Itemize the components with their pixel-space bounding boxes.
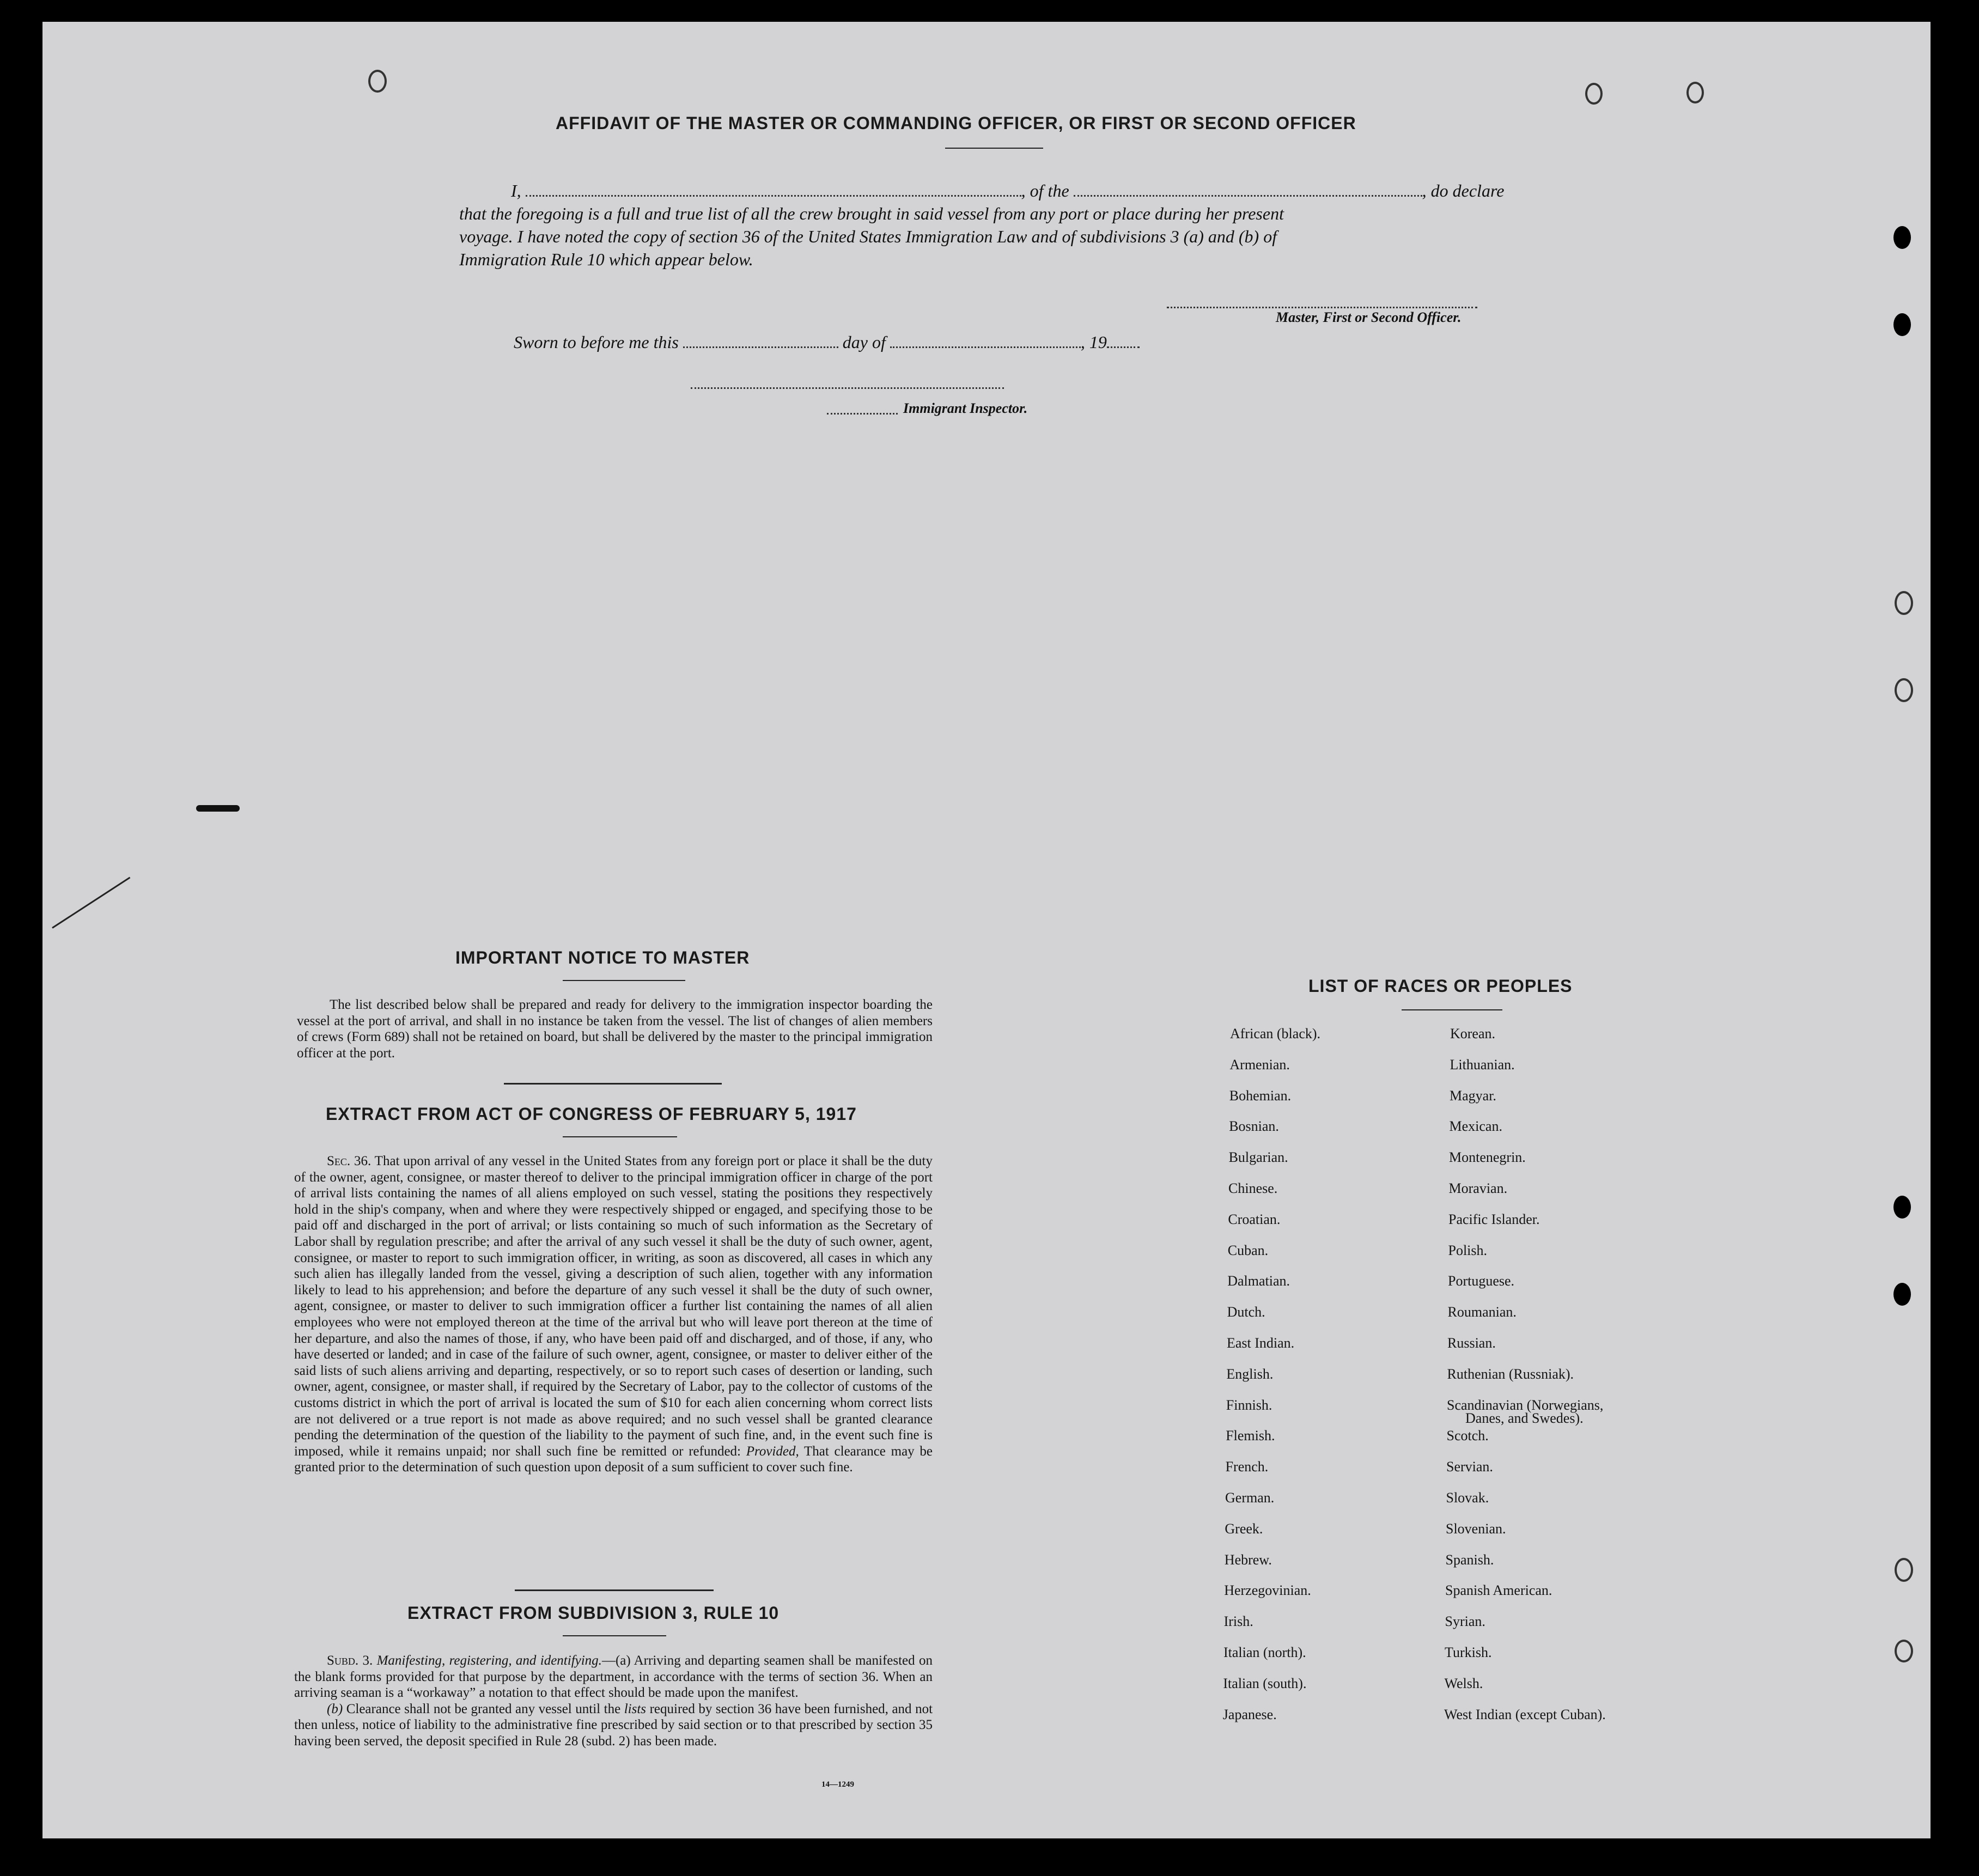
section-divider (515, 1589, 714, 1591)
race-entry: Spanish. (1445, 1551, 1494, 1568)
race-entry: Herzegovinian. (1224, 1582, 1311, 1599)
race-entry: Chinese. (1228, 1180, 1278, 1196)
para-b-lists: lists (624, 1701, 647, 1716)
affidavit-line-2: that the foregoing is a full and true list of all the crew brought in said vessel from any port or place during her present (459, 204, 1284, 223)
affidavit-line-1 (511, 181, 1504, 201)
notice-paragraph: The list described below shall be prepared and ready for delivery to the immigration inspector boarding the vessel at the port of arrival, and shall in no instance be taken from the vessel. The list of changes of alien members of crews (Form 689) shall not be retained on board, but shall be delivered by the master to the principal immigration officer at the port. (297, 997, 933, 1061)
vessel-name-field[interactable] (1074, 194, 1422, 197)
rule-extract-title: EXTRACT FROM SUBDIVISION 3, RULE 10 (407, 1603, 780, 1623)
race-entry: Pacific Islander. (1448, 1211, 1540, 1227)
inspector-label: Immigrant Inspector. (903, 400, 1028, 416)
rule-title-underline (563, 1635, 666, 1636)
affidavit-line-3: voyage. I have noted the copy of section 36 of the United States Immigration Law and of subdivisions 3 (a) and (b) of (459, 227, 1277, 246)
punch-hole (1686, 82, 1704, 103)
race-entry: Italian (north). (1223, 1644, 1306, 1660)
punch-hole (1895, 678, 1913, 702)
sworn-year-field[interactable] (1107, 346, 1140, 348)
rule-para-b (294, 1701, 933, 1750)
race-entry: Italian (south). (1223, 1675, 1307, 1691)
subd-label: Subd. 3. (327, 1653, 373, 1668)
provided-label: Provided, (746, 1443, 799, 1459)
act-title-underline (563, 1136, 677, 1137)
affidavit-title: AFFIDAVIT OF THE MASTER OR COMMANDING OFFICER, OR FIRST OR SECOND OFFICER (556, 113, 1356, 133)
race-entry: English. (1226, 1366, 1274, 1382)
race-entry: Spanish American. (1445, 1582, 1552, 1599)
race-entry: Montenegrin. (1449, 1149, 1526, 1166)
punch-hole (1895, 1640, 1913, 1662)
sworn-line (514, 332, 1140, 352)
race-entry: Croatian. (1228, 1211, 1281, 1227)
subd-para-a-text: —(a) Arriving and departing seamen shall be manifested on the blank forms provided for that purpose by the department, in accordance with the terms of section 36. When an arriving seaman is a “workaway” a notation to that effect should be made upon the manifest. (294, 1653, 933, 1701)
year-label: , 19 (1080, 332, 1107, 352)
race-entry: Lithuanian. (1450, 1056, 1515, 1073)
race-entry: Irish. (1223, 1613, 1253, 1630)
do-declare-label: , do declare (1422, 181, 1505, 200)
race-entry: Moravian. (1448, 1180, 1508, 1196)
race-entry: African (black). (1230, 1026, 1321, 1041)
notice-text (297, 997, 933, 1061)
subd-heading: Manifesting, registering, and identifying. (376, 1653, 602, 1668)
race-entry: Korean. (1450, 1026, 1496, 1041)
section-divider (504, 1083, 722, 1085)
punch-hole (1893, 226, 1911, 249)
race-entry: West Indian (except Cuban). (1444, 1706, 1606, 1722)
para-b-text-1: Clearance shall not be granted any vessel until the (346, 1701, 621, 1716)
rule-extract-text (294, 1653, 933, 1750)
races-title: LIST OF RACES OR PEOPLES (1308, 976, 1573, 996)
act-extract-text (294, 1153, 933, 1476)
race-entry: Bohemian. (1229, 1087, 1292, 1104)
race-entry: Danes, and Swedes). (1465, 1410, 1584, 1426)
race-entry: Turkish. (1445, 1644, 1492, 1660)
bleed-through-heading (370, 106, 380, 144)
race-entry: Greek. (1225, 1520, 1263, 1537)
race-entry: Roumanian. (1447, 1304, 1517, 1320)
punch-hole (1895, 591, 1913, 615)
race-entry: Finnish. (1226, 1397, 1272, 1413)
race-entry: Flemish. (1226, 1428, 1275, 1444)
race-entry: Scandinavian (Norwegians, (1447, 1397, 1604, 1413)
race-entry: Japanese. (1222, 1706, 1277, 1722)
sworn-label: Sworn to before me this (514, 332, 679, 352)
race-entry: Syrian. (1445, 1613, 1485, 1630)
sworn-month-field[interactable] (890, 346, 1081, 348)
race-entry: Servian. (1446, 1459, 1493, 1475)
punch-hole (1585, 83, 1603, 105)
notice-title-underline (563, 980, 685, 981)
of-the-label: , of the (1021, 181, 1069, 200)
race-entry: Russian. (1447, 1335, 1496, 1351)
act-section-36 (294, 1153, 933, 1476)
race-entry: Ruthenian (Russniak). (1447, 1366, 1574, 1382)
i-label: I, (511, 181, 521, 200)
inspector-name-line[interactable] (827, 412, 898, 415)
race-entry: Dutch. (1227, 1304, 1265, 1320)
rule-para-a (294, 1653, 933, 1701)
sec-36-provided-text: That clearance may be granted prior to the determination of such question upon deposit of a sum sufficient to cover such fine. (294, 1443, 933, 1475)
race-entry: Welsh. (1444, 1675, 1483, 1691)
race-entry: Polish. (1448, 1242, 1488, 1258)
race-entry: Portuguese. (1448, 1273, 1515, 1289)
race-entry: Mexican. (1449, 1118, 1502, 1135)
race-entry: Hebrew. (1224, 1551, 1272, 1568)
sec-36-text: That upon arrival of any vessel in the United States from any foreign port or place it shall be the duty of the owner, agent, consignee, or master thereof to deliver to the principal immigration officer in charge of the port of arrival lists containing the names of all aliens employed on such vessel, stating the positions they respectively hold in the ship's company, when and where they were respectively shipped or engaged, and specifying those to be paid off and discharged in the port of arrival; or lists containing so much of such information as the Secretary of Labor shall by regulation prescribe; and after the arrival of any such vessel it shall be the duty of such owner, agent, consignee, or master to report to such immigration officer, in writing, as soon as discovered, all cases in which any such alien has illegally landed from the vessel, giving a description of such alien, together with any information likely to lead to his apprehension; and before the departure of any such vessel it shall be the duty of such owner, agent, consignee, or master to deliver to such immigration officer a further list containing the names of all alien employees who were not employed thereon at the time of the arrival but who will leave port thereon at the time of her departure, and also the names of those, if any, who have been paid off and discharged, and of those, if any, who have deserted or landed; and in case of the failure of such owner, agent, consignee, or master to deliver either of the said lists of such aliens arriving and departing, respectively, or so to report such cases of desertion or landing, such owner, agent, consignee, or master shall, if required by the Secretary of Labor, pay to the collector of customs of the customs district in which the port of arrival is located the sum of $10 for each alien concerning whom correct lists are not delivered or a true report is not made as above required; and no such vessel shall be granted clearance pending the determination of the question of the liability to the payment of such fine, and, in the event such fine is imposed, while it remains unpaid; nor shall such fine be remitted or refunded: (294, 1154, 933, 1459)
punch-hole (1895, 1558, 1913, 1582)
sec-label: Sec. 36. (327, 1154, 372, 1168)
title-underline (945, 148, 1043, 149)
race-entry: German. (1225, 1490, 1275, 1506)
para-b-text-2: required by section 36 have been furnished, and not then unless, notice of liability to the administrative fine prescribed by said section or to that prescribed by section 35 having been served, the deposit specified in Rule 28 (subd. 2) has been made. (294, 1701, 933, 1749)
race-entry: French. (1225, 1459, 1269, 1475)
form-number: 14—1249 (821, 1780, 854, 1789)
race-entry: Cuban. (1227, 1242, 1269, 1258)
day-of-label: day of (842, 332, 886, 352)
race-entry: Magyar. (1450, 1087, 1496, 1104)
act-extract-title: EXTRACT FROM ACT OF CONGRESS OF FEBRUARY 5, 1917 (326, 1104, 857, 1124)
race-entry: Dalmatian. (1227, 1273, 1290, 1289)
inspector-signature-line[interactable] (691, 387, 1004, 389)
sworn-day-field[interactable] (683, 346, 838, 348)
race-entry: Slovak. (1446, 1490, 1489, 1506)
affidavit-line-4: Immigration Rule 10 which appear below. (459, 249, 753, 269)
master-signature-label: Master, First or Second Officer. (1276, 309, 1462, 325)
punch-hole (368, 70, 387, 93)
document-page (42, 22, 1931, 1838)
race-entry: East Indian. (1227, 1335, 1295, 1351)
ink-mark (196, 805, 240, 812)
notice-title: IMPORTANT NOTICE TO MASTER (455, 948, 750, 967)
punch-hole (1893, 1196, 1911, 1219)
master-signature-line[interactable] (1167, 306, 1477, 308)
race-entry: Slovenian. (1446, 1520, 1506, 1537)
races-title-underline (1402, 1009, 1502, 1010)
para-b-label: (b) (327, 1701, 343, 1716)
race-entry: Scotch. (1446, 1428, 1489, 1444)
master-name-field[interactable] (526, 194, 1021, 197)
punch-hole (1893, 313, 1911, 336)
punch-hole (1893, 1283, 1911, 1306)
race-entry: Bosnian. (1229, 1118, 1279, 1135)
race-entry: Armenian. (1229, 1056, 1290, 1073)
race-entry: Bulgarian. (1228, 1149, 1288, 1166)
